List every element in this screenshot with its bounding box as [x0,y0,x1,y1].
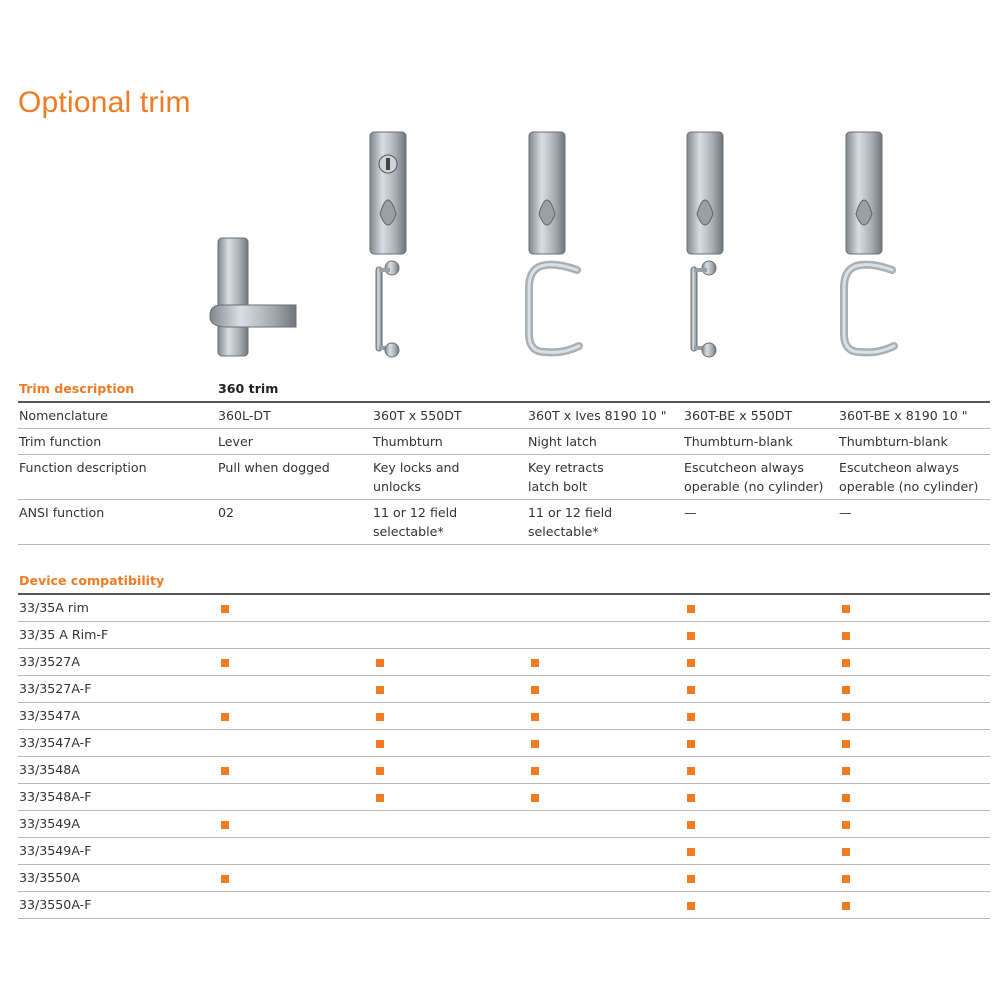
compat-cell [838,649,990,676]
device-compatibility-header [18,567,990,594]
table-cell: 11 or 12 field selectable* [527,500,683,545]
compatible-indicator-icon [687,875,695,883]
compat-cell [217,703,372,730]
compat-cell [527,838,683,865]
device-label: 33/35A rim [18,594,217,622]
compatible-indicator-icon [687,821,695,829]
compatible-indicator-icon [842,794,850,802]
compatible-indicator-icon [842,821,850,829]
compatible-indicator-icon [687,767,695,775]
device-label: 33/3549A [18,811,217,838]
device-row [18,892,990,919]
table-cell: Thumbturn-blank [683,429,838,455]
compat-cell [527,594,683,622]
compatible-indicator-icon [842,902,850,910]
device-row [18,649,990,676]
device-label: 33/3527A-F [18,676,217,703]
compatible-indicator-icon [687,713,695,721]
device-row [18,594,990,622]
compatible-indicator-icon [687,902,695,910]
row-label: ANSI function [18,500,217,545]
compat-cell [217,811,372,838]
device-row [18,757,990,784]
compatible-indicator-icon [376,659,384,667]
compatible-indicator-icon [842,686,850,694]
device-label: 33/3547A [18,703,217,730]
compat-cell [838,594,990,622]
compat-cell [683,649,838,676]
device-label: 33/3550A [18,865,217,892]
compat-cell [838,703,990,730]
trim-description-label: Trim description [18,375,217,402]
compat-cell [683,784,838,811]
compatible-indicator-icon [376,686,384,694]
compat-cell [527,703,683,730]
trim-description-row [18,375,990,402]
compat-cell [527,676,683,703]
compatible-indicator-icon [687,605,695,613]
table-cell: Key retracts latch bolt [527,455,683,500]
compatible-indicator-icon [531,713,539,721]
device-row [18,811,990,838]
compat-cell [838,784,990,811]
compat-cell [683,892,838,919]
compatible-indicator-icon [531,794,539,802]
compat-cell [683,757,838,784]
table-cell: 360L-DT [217,402,372,429]
compat-cell [217,649,372,676]
table-cell: 11 or 12 field selectable* [372,500,527,545]
compat-cell [217,757,372,784]
device-row [18,838,990,865]
compat-cell [217,838,372,865]
compat-cell [217,865,372,892]
device-label: 33/3548A [18,757,217,784]
compatible-indicator-icon [531,767,539,775]
compat-cell [683,838,838,865]
compatible-indicator-icon [376,794,384,802]
device-label: 33/3548A-F [18,784,217,811]
device-label: 33/3527A [18,649,217,676]
compat-cell [217,594,372,622]
compat-cell [838,757,990,784]
compatible-indicator-icon [221,605,229,613]
compat-cell [217,622,372,649]
compat-cell [372,622,527,649]
compat-cell [217,730,372,757]
device-label: 33/3549A-F [18,838,217,865]
device-label: 33/35 A Rim-F [18,622,217,649]
table-cell: 360T-BE x 550DT [683,402,838,429]
compat-cell [372,892,527,919]
table-cell: — [838,500,990,545]
device-label: 33/3550A-F [18,892,217,919]
table-cell: Pull when dogged [217,455,372,500]
device-row [18,730,990,757]
row-label: Nomenclature [18,402,217,429]
compatible-indicator-icon [687,659,695,667]
compat-cell [838,838,990,865]
compatible-indicator-icon [376,767,384,775]
compat-cell [527,892,683,919]
thumbturn-ives-pull-trim-image [505,120,595,375]
trim-spec-table [18,375,990,919]
compatible-indicator-icon [687,632,695,640]
compatible-indicator-icon [687,686,695,694]
compat-cell [527,757,683,784]
compat-cell [217,676,372,703]
compat-cell [372,730,527,757]
compatible-indicator-icon [687,848,695,856]
compatible-indicator-icon [842,659,850,667]
compatible-indicator-icon [842,632,850,640]
table-cell: 02 [217,500,372,545]
compat-cell [372,676,527,703]
table-cell: Thumbturn-blank [838,429,990,455]
table-cell: Lever [217,429,372,455]
table-cell: Night latch [527,429,683,455]
device-label: 33/3547A-F [18,730,217,757]
compatible-indicator-icon [687,740,695,748]
compat-cell [372,703,527,730]
compatible-indicator-icon [842,848,850,856]
compat-cell [372,784,527,811]
compatible-indicator-icon [842,713,850,721]
table-cell: Key locks and unlocks [372,455,527,500]
lever-trim-image [200,120,310,375]
compat-cell [527,784,683,811]
table-cell: Thumbturn [372,429,527,455]
compat-cell [838,622,990,649]
compatible-indicator-icon [842,740,850,748]
compat-cell [683,703,838,730]
compat-cell [683,676,838,703]
compat-cell [527,730,683,757]
thumbturn-pull-trim-image [350,120,440,375]
blank-pull-trim-image [665,120,755,375]
device-row [18,703,990,730]
compat-cell [683,622,838,649]
row-label: Trim function [18,429,217,455]
compatible-indicator-icon [842,605,850,613]
compat-cell [838,892,990,919]
compat-cell [372,865,527,892]
compat-cell [838,676,990,703]
device-row [18,622,990,649]
device-row [18,676,990,703]
device-compatibility-label: Device compatibility [18,567,990,594]
compatible-indicator-icon [376,740,384,748]
nomenclature-row [18,402,990,429]
compat-cell [838,730,990,757]
table-cell: Escutcheon always operable (no cylinder) [683,455,838,500]
compat-cell [217,784,372,811]
compat-cell [372,757,527,784]
page-title: Optional trim [18,86,191,119]
compatible-indicator-icon [531,659,539,667]
compat-cell [838,811,990,838]
trim-family-name: 360 trim [217,375,372,402]
compat-cell [683,811,838,838]
compat-cell [527,649,683,676]
compatible-indicator-icon [221,659,229,667]
compatible-indicator-icon [842,875,850,883]
compat-cell [683,594,838,622]
compatible-indicator-icon [376,713,384,721]
table-cell: Escutcheon always operable (no cylinder) [838,455,990,500]
table-cell: — [683,500,838,545]
ansi-function-row [18,500,990,545]
device-row [18,784,990,811]
table-cell: 360T x Ives 8190 10 " [527,402,683,429]
compatible-indicator-icon [221,713,229,721]
table-cell: 360T-BE x 8190 10 " [838,402,990,429]
compat-cell [527,811,683,838]
compat-cell [372,811,527,838]
device-row [18,865,990,892]
compatible-indicator-icon [842,767,850,775]
compat-cell [527,865,683,892]
compat-cell [217,892,372,919]
compatible-indicator-icon [221,821,229,829]
table-cell: 360T x 550DT [372,402,527,429]
compatible-indicator-icon [221,875,229,883]
device-rows [18,594,990,919]
compat-cell [683,730,838,757]
function-description-row [18,455,990,500]
trim-function-row [18,429,990,455]
compatible-indicator-icon [531,740,539,748]
compat-cell [372,649,527,676]
compatible-indicator-icon [687,794,695,802]
compat-cell [527,622,683,649]
blank-ives-pull-trim-image [820,120,910,375]
compat-cell [372,594,527,622]
trim-images [0,120,1000,375]
compatible-indicator-icon [221,767,229,775]
compat-cell [838,865,990,892]
compat-cell [683,865,838,892]
compat-cell [372,838,527,865]
compatible-indicator-icon [531,686,539,694]
row-label: Function description [18,455,217,500]
